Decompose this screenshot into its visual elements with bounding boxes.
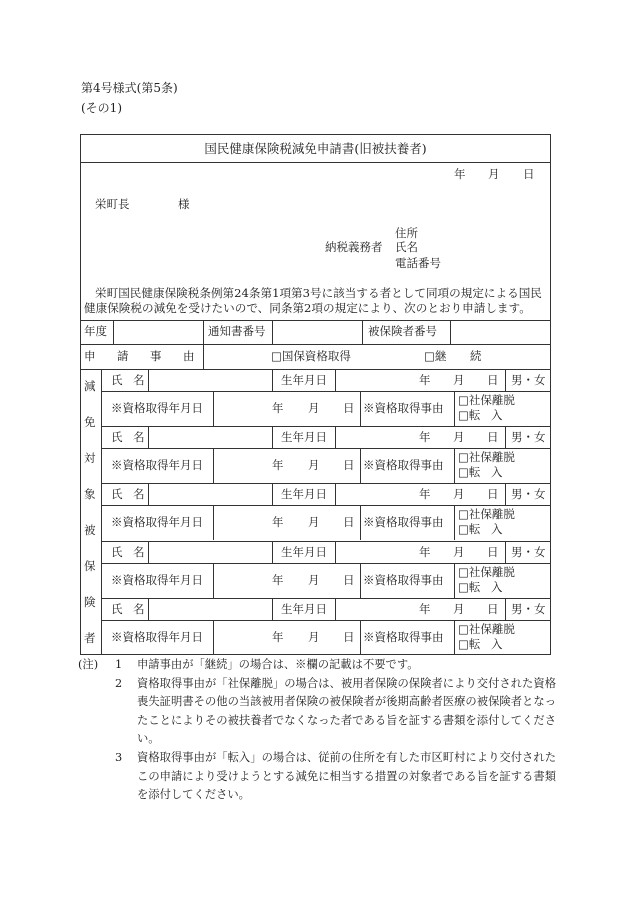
grid-line <box>360 563 361 598</box>
reason-move-in[interactable]: □転 <box>458 522 481 537</box>
name-label: 氏 <box>111 601 123 616</box>
acq-reason-label: ※資格取得事由 <box>363 401 444 415</box>
reason-row-divider <box>80 369 551 370</box>
name-label: 氏 <box>111 544 123 559</box>
reason-label-2: 請 <box>117 349 129 363</box>
note-3: 3 資格取得事由が「転入」の場合は、従前の住所を有した市区町村により交付されたこの申請により受けようとする減免に相当する措置の対象者である旨を証する書類を添付してください。 <box>115 750 556 802</box>
grid-line <box>272 369 273 391</box>
birth-month: 月 <box>453 544 465 559</box>
grid-line <box>213 620 214 655</box>
grid-line <box>148 541 149 563</box>
grid-line <box>454 391 455 426</box>
addressee-suffix: 様 <box>178 197 190 211</box>
grid-line <box>505 426 506 448</box>
acq-date-label: ※資格取得年月日 <box>111 458 203 473</box>
grid-line <box>272 541 273 563</box>
birth-year: 年 <box>419 430 431 445</box>
grid-line <box>360 620 361 655</box>
name-label-2: 名 <box>133 601 145 616</box>
acq-reason-label: ※資格取得事由 <box>363 629 444 644</box>
acq-date-label: ※資格取得年月日 <box>111 572 203 587</box>
person-mid-line <box>101 505 551 506</box>
acq-date-label: ※資格取得年月日 <box>111 515 203 530</box>
name-label-2: 名 <box>133 430 145 445</box>
statement-divider <box>80 320 551 321</box>
person-mid-line <box>101 448 551 449</box>
birth-month: 月 <box>453 430 465 445</box>
form-number: 第4号様式(第5条) <box>81 81 178 95</box>
birth-day: 日 <box>487 544 499 559</box>
acq-day: 日 <box>343 515 355 530</box>
reason-move-in[interactable]: □転 <box>458 408 481 422</box>
reason-social-insurance[interactable]: □社保離脱 <box>458 621 515 636</box>
acq-month: 月 <box>308 629 320 644</box>
birth-date-label: 生年月日 <box>281 373 327 387</box>
reason-option-continue-2: 続 <box>470 349 482 363</box>
grid-line <box>454 505 455 540</box>
notice-number-label: 通知書番号 <box>208 324 266 338</box>
grid-line <box>335 541 336 563</box>
name-label: 氏 <box>111 430 123 445</box>
grid-line <box>272 483 273 505</box>
person-divider <box>101 541 551 542</box>
taxpayer-name-label: 氏名 <box>395 240 418 254</box>
person-divider <box>101 426 551 427</box>
grid-line <box>148 483 149 505</box>
note-2: 2 資格取得事由が「社保離脱」の場合は、被用者保険の保険者により交付された資格喪失証明書その他の当該被用者保険の被保険者が後期高齢者医療の被保険者となったことによりその被扶養者でなくなった者である旨を証する書類を添付してください。 <box>115 676 556 746</box>
date-year: 年 <box>454 167 466 181</box>
side-label-char: 免 <box>84 415 96 429</box>
date-day: 日 <box>523 167 535 181</box>
acq-year: 年 <box>272 572 284 587</box>
reason-label-4: 由 <box>183 349 195 363</box>
grid-line <box>148 598 149 620</box>
side-label-char: 減 <box>84 379 96 393</box>
name-label-2: 名 <box>133 373 145 387</box>
side-label-char: 者 <box>84 631 96 645</box>
sex-field[interactable]: 男・女 <box>511 487 546 502</box>
grid-line <box>335 483 336 505</box>
taxpayer-phone-label: 電話番号 <box>395 256 441 270</box>
birth-month: 月 <box>453 373 465 387</box>
person-mid-line <box>101 620 551 621</box>
reason-label-1: 申 <box>84 349 96 363</box>
birth-year: 年 <box>419 544 431 559</box>
grid-line <box>454 448 455 483</box>
name-label: 氏 <box>111 487 123 502</box>
acq-reason-label: ※資格取得事由 <box>363 515 444 530</box>
grid-line <box>272 426 273 448</box>
reason-move-in-2: 入 <box>491 408 503 422</box>
insured-number-label: 被保険者番号 <box>368 324 437 338</box>
grid-line <box>213 391 214 426</box>
birth-year: 年 <box>419 487 431 502</box>
grid-line <box>360 505 361 540</box>
grid-line <box>213 448 214 483</box>
acq-year: 年 <box>272 629 284 644</box>
grid-line <box>335 369 336 391</box>
reason-option-nhi[interactable]: □国保資格取得 <box>271 349 351 363</box>
acq-reason-label: ※資格取得事由 <box>363 458 444 473</box>
side-label-char: 象 <box>84 487 96 501</box>
birth-month: 月 <box>453 601 465 616</box>
notes <box>78 656 556 805</box>
taxpayer-label: 納税義務者 <box>325 240 383 254</box>
reason-move-in[interactable]: □転 <box>458 579 481 594</box>
acq-year: 年 <box>272 458 284 473</box>
grid-line <box>454 563 455 598</box>
statement-line-2: 健康保険税の減免を受けたいので、同条第2項の規定により、次のとおり申請します。 <box>84 301 531 315</box>
reason-social-insurance[interactable]: □社保離脱 <box>458 393 515 407</box>
birth-year: 年 <box>419 601 431 616</box>
side-label-char: 保 <box>84 559 96 573</box>
statement-line-1: 栄町国民健康保険税条例第24条第1項第3号に該当する者として同項の規定による国民 <box>95 286 542 300</box>
grid-line <box>148 369 149 391</box>
birth-day: 日 <box>487 487 499 502</box>
grid-line <box>505 541 506 563</box>
reason-move-in[interactable]: □転 <box>458 636 481 651</box>
name-label-2: 名 <box>133 487 145 502</box>
note-1: (注) 1 申請事由が「継続」の場合は、※欄の記載は不要です。 <box>78 658 419 671</box>
reason-social-insurance[interactable]: □社保離脱 <box>458 507 515 522</box>
acq-day: 日 <box>343 629 355 644</box>
sex-field[interactable]: 男・女 <box>511 544 546 559</box>
acq-month: 月 <box>308 458 320 473</box>
acq-year: 年 <box>272 401 284 415</box>
name-label: 氏 <box>111 373 123 387</box>
birth-date-label: 生年月日 <box>281 544 327 559</box>
reason-move-in-2: 入 <box>491 465 503 480</box>
form-title: 国民健康保険税減免申請書(旧被扶養者) <box>204 141 427 156</box>
grid-line <box>272 598 273 620</box>
grid-line <box>360 391 361 426</box>
date-month: 月 <box>488 167 500 181</box>
birth-month: 月 <box>453 487 465 502</box>
acq-day: 日 <box>343 401 355 415</box>
acq-day: 日 <box>343 458 355 473</box>
reason-option-continue[interactable]: □継 <box>424 349 447 363</box>
acq-date-label: ※資格取得年月日 <box>111 401 203 415</box>
grid-line <box>148 426 149 448</box>
info-row-divider <box>80 344 551 345</box>
acq-month: 月 <box>308 515 320 530</box>
sex-field[interactable]: 男・女 <box>511 430 546 445</box>
birth-date-label: 生年月日 <box>281 487 327 502</box>
acq-year: 年 <box>272 515 284 530</box>
birth-date-label: 生年月日 <box>281 430 327 445</box>
person-mid-line <box>101 391 551 392</box>
reason-move-in-2: 入 <box>491 636 503 651</box>
sex-field[interactable]: 男・女 <box>511 601 546 616</box>
birth-day: 日 <box>487 373 499 387</box>
person-mid-line <box>101 563 551 564</box>
birth-day: 日 <box>487 601 499 616</box>
acq-month: 月 <box>308 572 320 587</box>
acq-month: 月 <box>308 401 320 415</box>
person-divider <box>101 483 551 484</box>
birth-day: 日 <box>487 430 499 445</box>
reason-move-in[interactable]: □転 <box>458 465 481 480</box>
name-label-2: 名 <box>133 544 145 559</box>
acq-day: 日 <box>343 572 355 587</box>
side-label-char: 対 <box>84 451 96 465</box>
reason-move-in-2: 入 <box>491 522 503 537</box>
side-label-char: 被 <box>84 523 96 537</box>
side-label-char: 険 <box>84 595 96 609</box>
reason-move-in-2: 入 <box>491 579 503 594</box>
birth-year: 年 <box>419 373 431 387</box>
grid-line <box>335 598 336 620</box>
grid-line <box>360 448 361 483</box>
acq-reason-label: ※資格取得事由 <box>363 572 444 587</box>
birth-date-label: 生年月日 <box>281 601 327 616</box>
sex-field[interactable]: 男・女 <box>511 373 546 387</box>
reason-social-insurance[interactable]: □社保離脱 <box>458 450 515 465</box>
acq-date-label: ※資格取得年月日 <box>111 629 203 644</box>
grid-line <box>505 369 506 391</box>
grid-line <box>454 620 455 655</box>
reason-social-insurance[interactable]: □社保離脱 <box>458 564 515 579</box>
taxpayer-address-label: 住所 <box>395 226 418 240</box>
form-part: (その1) <box>81 101 122 115</box>
reason-label-3: 事 <box>150 349 162 363</box>
title-divider <box>80 162 551 163</box>
grid-line <box>335 426 336 448</box>
grid-line <box>213 563 214 598</box>
grid-line <box>505 483 506 505</box>
addressee-name: 栄町長 <box>95 197 130 211</box>
fiscal-year-label: 年度 <box>84 324 107 338</box>
grid-line <box>213 505 214 540</box>
grid-line <box>505 598 506 620</box>
person-divider <box>101 598 551 599</box>
